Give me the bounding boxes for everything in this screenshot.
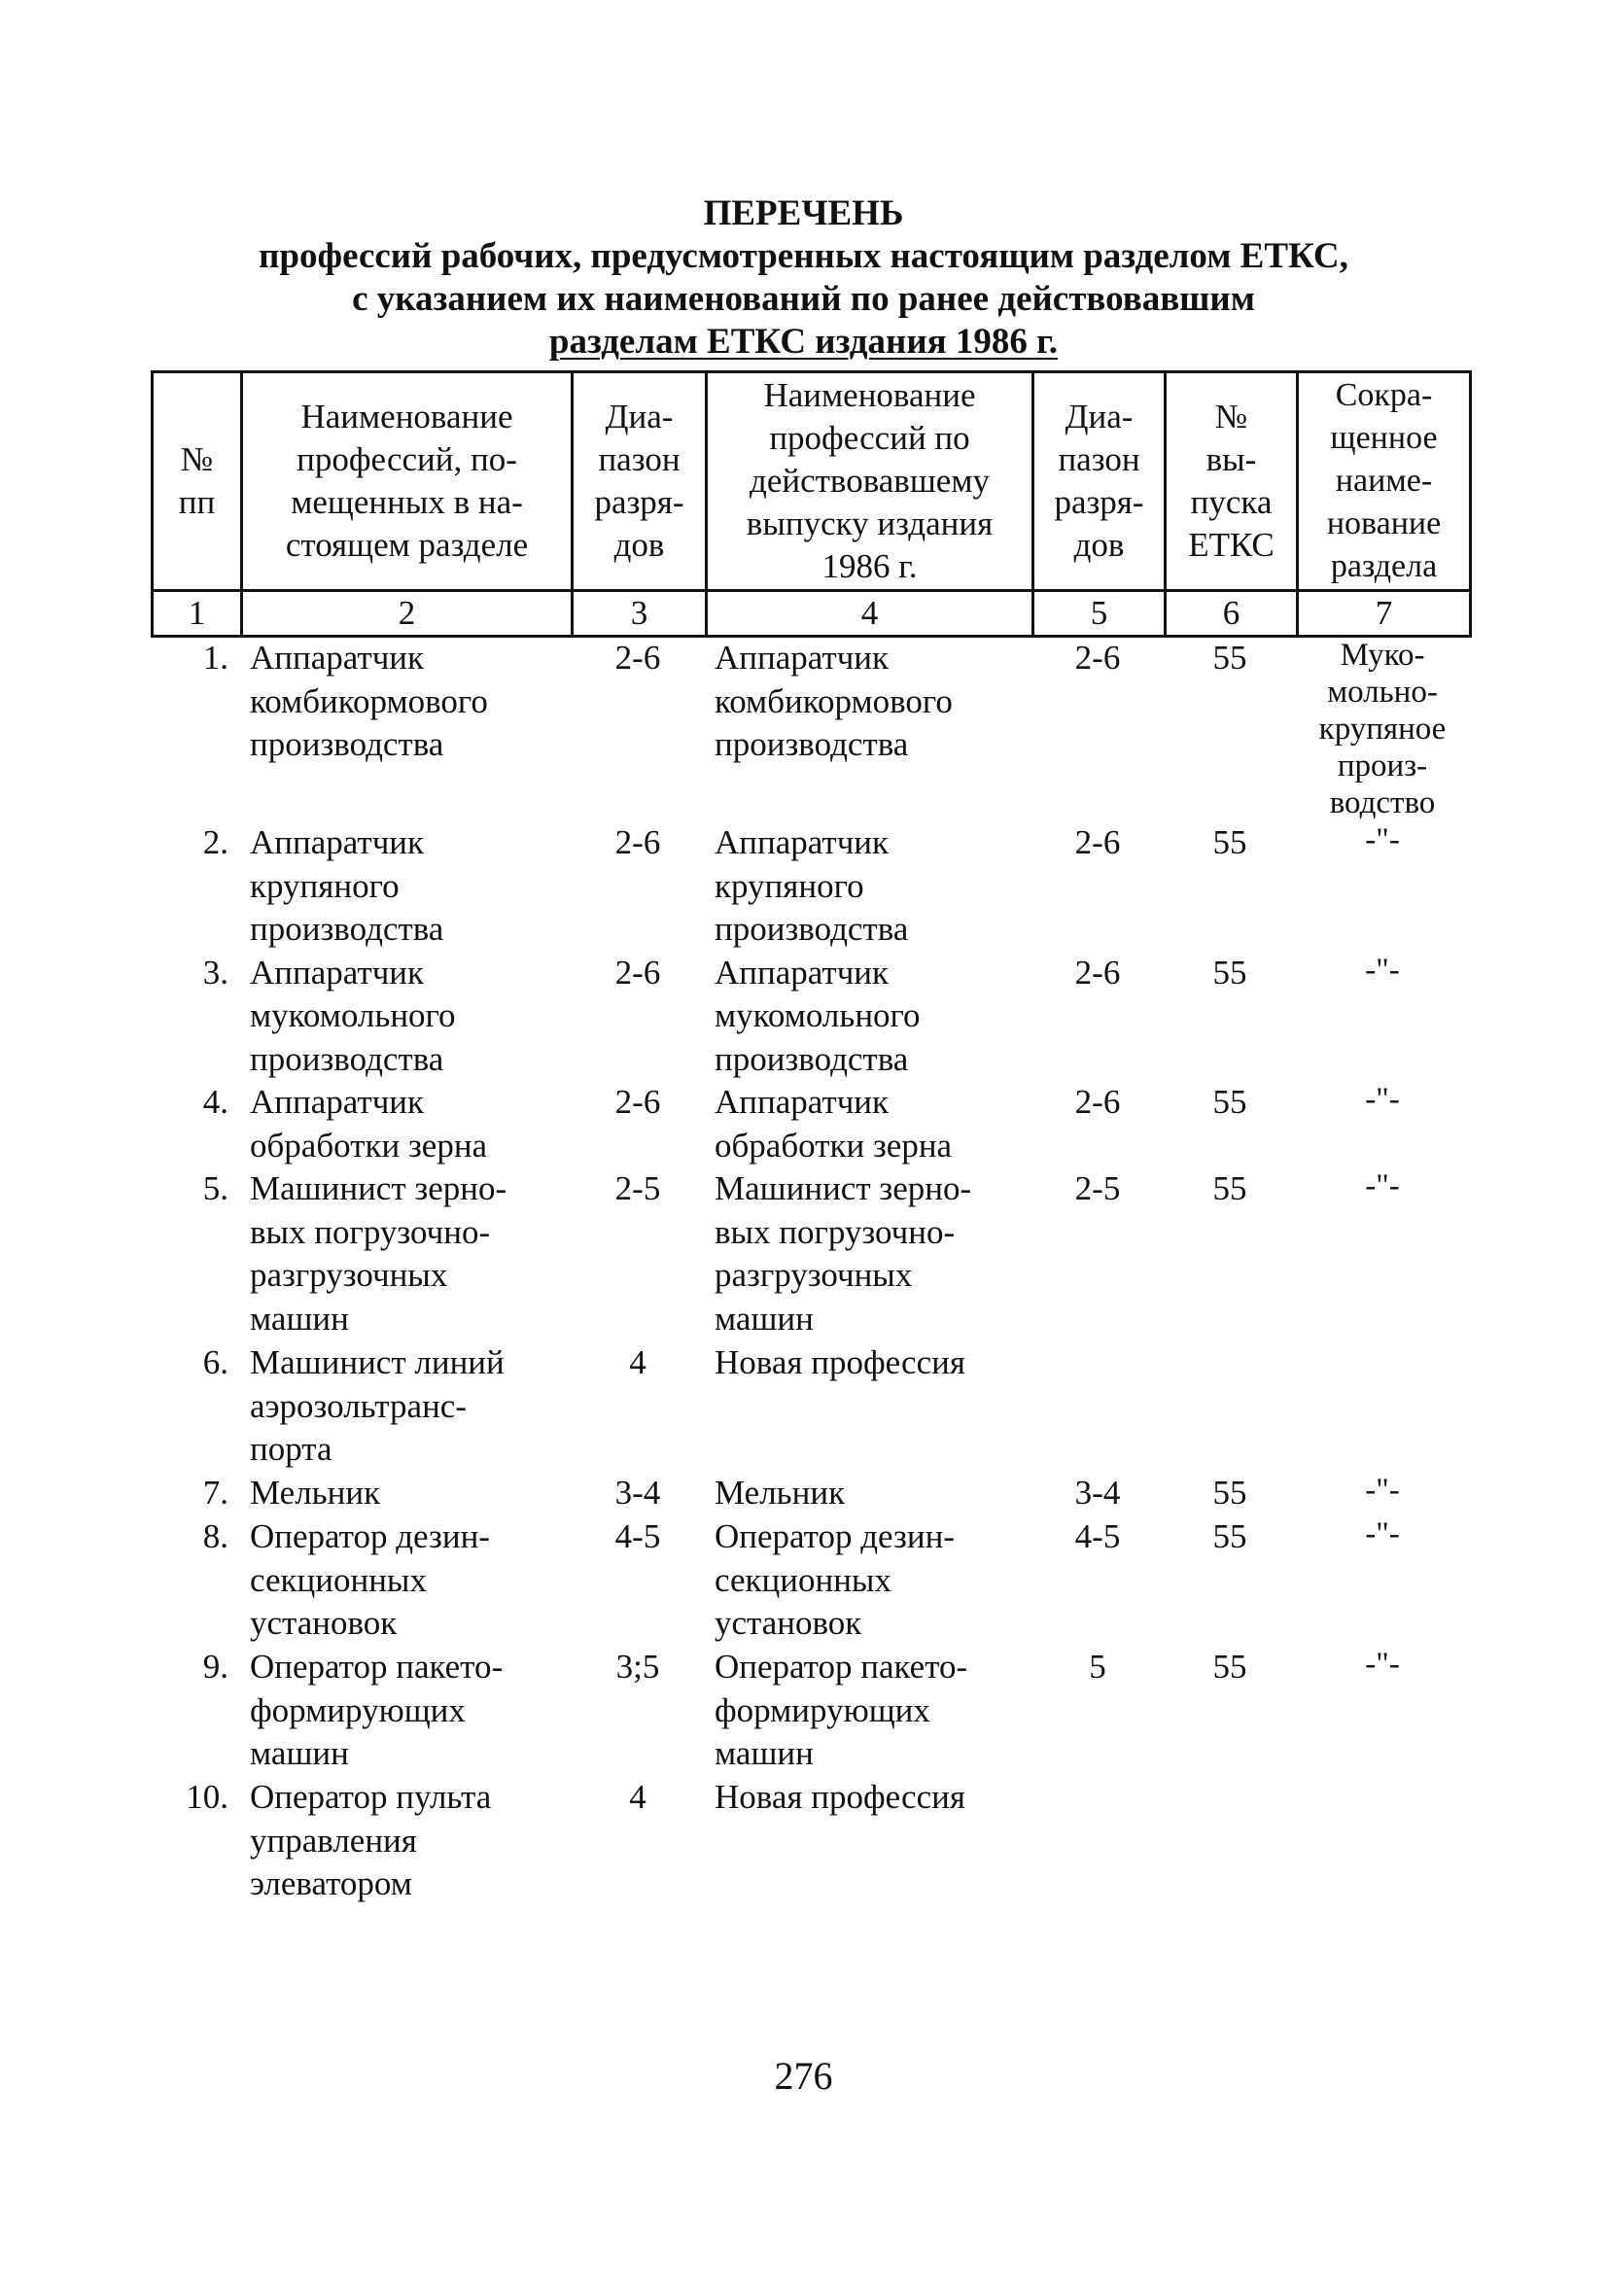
row-number: 8. (202, 1517, 228, 1555)
issue-number: 55 (1212, 639, 1247, 677)
document-title (0, 192, 1607, 364)
section-short-name: -"- (1365, 1473, 1400, 1508)
old-profession-name: Оператор пакето- формирующих машин (715, 1648, 968, 1772)
grade-range: 2-6 (614, 639, 661, 677)
old-profession-name: Аппаратчик мукомольного производства (715, 953, 921, 1078)
title-subtitle-line-2: с указанием их наименований по ранее действовавшим (352, 279, 1255, 319)
column-number: 6 (1166, 591, 1298, 637)
issue-number (1164, 1341, 1296, 1472)
old-grade-range: 2-6 (1074, 639, 1121, 677)
profession-name: Оператор дезин- секционных установок (250, 1517, 490, 1642)
table-header (151, 370, 1472, 638)
profession-name: Аппаратчик комбикормового производства (250, 639, 488, 763)
column-number-row (153, 591, 1471, 637)
profession-name: Аппаратчик обработки зерна (250, 1083, 488, 1165)
grade-range: 2-6 (614, 823, 661, 861)
old-profession-name: Аппаратчик обработки зерна (715, 1083, 953, 1165)
table-body (151, 637, 1469, 1906)
professions-table (151, 637, 1469, 1906)
old-grade-range (1031, 1341, 1164, 1472)
table-row (151, 1472, 1469, 1515)
issue-number: 55 (1212, 1648, 1247, 1686)
old-grade-range: 3-4 (1074, 1474, 1121, 1512)
page-number: 276 (774, 2054, 833, 2098)
column-number: 4 (707, 591, 1033, 637)
profession-name: Аппаратчик крупяного производства (250, 823, 444, 948)
row-number: 1. (202, 639, 228, 677)
grade-range: 4-5 (614, 1517, 661, 1555)
row-number: 7. (202, 1474, 228, 1512)
column-number: 3 (573, 591, 707, 637)
header-row (153, 372, 1471, 591)
table-row (151, 1776, 1469, 1906)
table-row (151, 1167, 1469, 1341)
header-cell-number: № пп (153, 372, 242, 591)
section-short-name (1296, 1776, 1469, 1906)
row-number: 6. (202, 1343, 228, 1381)
header-cell-profession-name: Наименование профессий, по- мещенных в на- стоящем разделе (242, 372, 573, 591)
header-cell-old-grade-range: Диа- пазон разря- дов (1033, 372, 1166, 591)
row-number: 5. (202, 1169, 228, 1207)
row-number: 2. (202, 823, 228, 861)
old-profession-name: Новая профессия (715, 1778, 965, 1816)
column-number: 2 (242, 591, 573, 637)
table-row (151, 637, 1469, 821)
issue-number (1164, 1776, 1296, 1906)
title-heading: ПЕРЕЧЕНЬ (703, 193, 904, 233)
grade-range: 4 (629, 1778, 646, 1816)
section-short-name: -"- (1365, 1168, 1400, 1203)
old-grade-range: 2-6 (1074, 823, 1121, 861)
issue-number: 55 (1212, 1169, 1247, 1207)
issue-number: 55 (1212, 1517, 1247, 1555)
table-row (151, 1341, 1469, 1472)
issue-number: 55 (1212, 1474, 1247, 1512)
header-cell-section-short-name: Сокра- щенное наиме- нование раздела (1298, 372, 1471, 591)
header-cell-grade-range: Диа- пазон разря- дов (573, 372, 707, 591)
old-grade-range: 5 (1089, 1648, 1106, 1686)
old-profession-name: Аппаратчик крупяного производства (715, 823, 909, 948)
profession-name: Оператор пульта управления элеватором (250, 1778, 492, 1902)
old-grade-range: 2-6 (1074, 1083, 1121, 1121)
issue-number: 55 (1212, 953, 1247, 991)
section-short-name: -"- (1365, 1516, 1400, 1551)
section-short-name: -"- (1365, 952, 1400, 988)
title-subtitle-line-1: профессий рабочих, предусмотренных настоящим разделом ЕТКС, (259, 236, 1348, 276)
title-subtitle-line-3: разделам ЕТКС издания 1986 г. (548, 322, 1059, 362)
header-cell-issue-number: № вы- пуска ЕТКС (1166, 372, 1298, 591)
issue-number: 55 (1212, 1083, 1247, 1121)
old-profession-name: Машинист зерно- вых погрузочно- разгрузочных машин (715, 1169, 972, 1338)
old-grade-range (1031, 1776, 1164, 1906)
old-profession-name: Оператор дезин- секционных установок (715, 1517, 955, 1642)
grade-range: 3;5 (615, 1648, 660, 1686)
profession-name: Оператор пакето- формирующих машин (250, 1648, 504, 1772)
header-cell-old-profession-name: Наименование профессий по действовавшему выпуску издания 1986 г. (707, 372, 1033, 591)
section-short-name: Муко- мольно- крупяное произ- водство (1318, 638, 1447, 820)
table-row (151, 1515, 1469, 1646)
profession-name: Мельник (250, 1474, 381, 1512)
grade-range: 4 (629, 1343, 646, 1381)
section-short-name: -"- (1365, 822, 1400, 857)
section-short-name (1296, 1341, 1469, 1472)
old-grade-range: 4-5 (1074, 1517, 1121, 1555)
old-profession-name: Новая профессия (715, 1343, 965, 1381)
table-row (151, 1646, 1469, 1776)
column-number: 1 (153, 591, 242, 637)
profession-name: Машинист зерно- вых погрузочно- разгрузочных машин (250, 1169, 507, 1338)
section-short-name: -"- (1365, 1082, 1400, 1117)
grade-range: 2-6 (614, 953, 661, 991)
grade-range: 2-6 (614, 1083, 661, 1121)
row-number: 4. (202, 1083, 228, 1121)
column-number: 7 (1298, 591, 1471, 637)
section-short-name: -"- (1365, 1647, 1400, 1682)
table-row (151, 1081, 1469, 1167)
grade-range: 3-4 (614, 1474, 661, 1512)
table-row (151, 821, 1469, 952)
table-row (151, 952, 1469, 1082)
column-number: 5 (1033, 591, 1166, 637)
profession-name: Аппаратчик мукомольного производства (250, 953, 456, 1078)
profession-name: Машинист линий аэрозольтранс- порта (250, 1343, 505, 1468)
issue-number: 55 (1212, 823, 1247, 861)
old-profession-name: Мельник (715, 1474, 846, 1512)
row-number: 3. (202, 953, 228, 991)
old-profession-name: Аппаратчик комбикормового производства (715, 639, 953, 763)
row-number: 10. (186, 1778, 228, 1816)
grade-range: 2-5 (614, 1169, 661, 1207)
old-grade-range: 2-5 (1074, 1169, 1121, 1207)
old-grade-range: 2-6 (1074, 953, 1121, 991)
row-number: 9. (202, 1648, 228, 1686)
